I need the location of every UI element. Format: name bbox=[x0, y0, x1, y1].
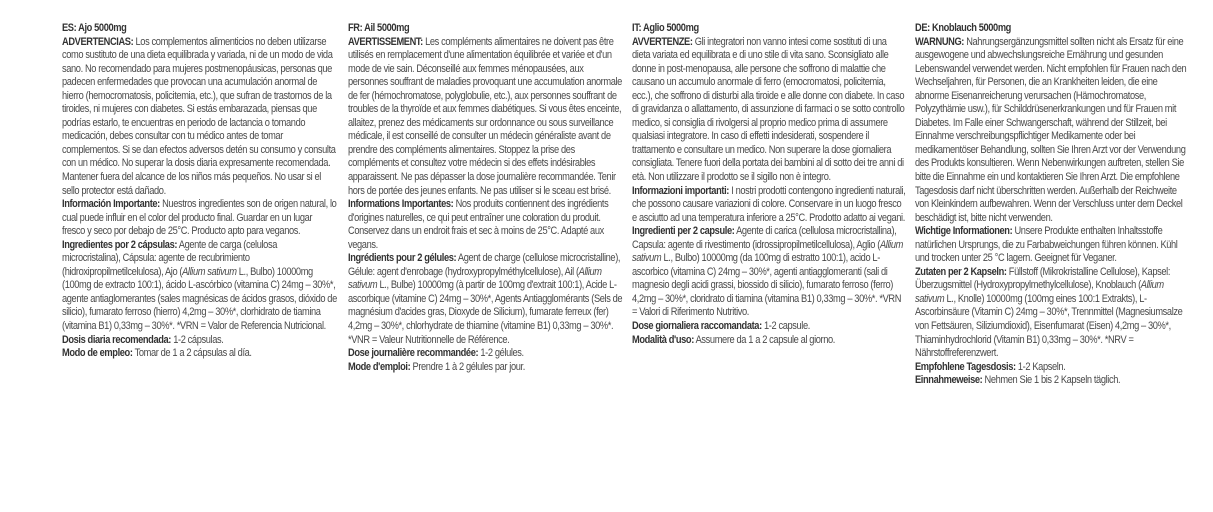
ingredients-text-end: L., Bulbe) 10000mg (à partir de 100mg d'extrait 100:1), Acide L-ascorbique (vitamine C) 24mg – 30%*, Agents Antiagglomérants (Sels de magnésium d'acides gras, Dioxyde de Silicium), fumarate ferreux (fer) 4,2mg – 30%*, chlorhydrate de thiamine (vitamine B1) 0,33mg – 30%*. *VNR = Valeur Nutritionnelle de Référence. bbox=[348, 279, 623, 346]
ingredients-species: Allium sativum bbox=[348, 265, 602, 292]
ingredients-species: Allium sativum bbox=[632, 238, 903, 265]
dose-label: Dose journalière recommandée: bbox=[348, 347, 479, 360]
column-es bbox=[62, 22, 337, 361]
warning-text: Gli integratori non vanno intesi come sostituti di una dieta variata ed equilibrata e di uno stile di vita sano. Sconsigliato alle donne in post-menopausa, alle persone che soffrono di malattie che causano un accumulo anormale di ferro (emocromatosi, policitemia, ecc.), che soffrono di disturbi alla tiroide e alle donne con diabete. In caso di gravidanza o allattamento, di assunzione di farmaci o se sotto controllo medico, si consiglia di rivolgersi al proprio medico prima di assumere qualsiasi integratore. In caso di effetti indesiderati, sospendere il trattamento e consultare un medico. Non superare la dose giornaliera consigliata. Tenere fuori della portata dei bambini al di sotto dei tre anni di età. Non utilizzare il prodotto se il sigillo non è integro. bbox=[632, 35, 905, 184]
ingredients-text-end: L., Bulbo) 10000mg (100mg de extracto 100:1), ácido L-ascórbico (vitamina C) 24mg – 30%*, agente antiaglomerantes (sales magnésicas de ácidos grasos, dióxido de silicio), fumarato ferroso (hierro) 4,2mg – 30%*, clorhidrato de tiamina (vitamina B1) 0,33mg – 30%*. *VRN = Valor de Referencia Nutricional. bbox=[62, 265, 337, 333]
ingredients-text-start: Agente de carga (celulosa microcristalina), Cápsula: agente de recubrimiento (hidroxipropilmetilcelulosa), Ajo ( bbox=[62, 238, 277, 278]
usage-text: Tomar de 1 a 2 cápsulas al día. bbox=[134, 347, 252, 360]
dose-text: 1-2 cápsulas. bbox=[173, 333, 224, 346]
warning-section bbox=[632, 36, 905, 185]
info-label: Informazioni importanti: bbox=[632, 184, 729, 197]
dose-section bbox=[632, 320, 905, 334]
ingredients-text-start: Agent de charge (cellulose microcristalline), Gélule: agent d'enrobage (hydroxypropylméthylcellulose), Ail ( bbox=[348, 252, 621, 278]
dose-label: Dose giornaliera raccomandata: bbox=[632, 320, 762, 333]
usage-label: Modo de empleo: bbox=[62, 347, 133, 360]
ingredients-label: Ingredienti per 2 capsule: bbox=[632, 225, 735, 238]
warning-section bbox=[348, 36, 623, 199]
ingredients-label: Zutaten per 2 Kapseln: bbox=[915, 265, 1007, 278]
usage-label: Mode d'emploi: bbox=[348, 360, 411, 373]
ingredients-section bbox=[915, 266, 1192, 361]
info-text: Nuestros ingredientes son de origen natural, lo cual puede influir en el color del producto final. Guardar en un lugar fresco y seco por debajo de 25°C. Producto apto para veganos. bbox=[62, 198, 337, 238]
info-section bbox=[632, 185, 905, 226]
ingredients-section bbox=[348, 252, 623, 347]
column-fr bbox=[348, 22, 623, 374]
usage-label: Einnahmeweise: bbox=[915, 374, 983, 387]
usage-text: Prendre 1 à 2 gélules par jour. bbox=[412, 360, 525, 373]
warning-section bbox=[62, 36, 337, 199]
info-label: Información Importante: bbox=[62, 198, 160, 211]
dose-text: 1-2 capsule. bbox=[763, 320, 810, 333]
column-de bbox=[915, 22, 1192, 388]
ingredients-text-start: Füllstoff (Mikrokristalline Cellulose), Kapsel: Überzugsmittel (Hydroxypropylmethylcellulose), Knoblauch ( bbox=[915, 265, 1171, 292]
warning-label: WARNUNG: bbox=[915, 35, 965, 48]
info-section bbox=[915, 225, 1192, 266]
usage-label: Modalità d'uso: bbox=[632, 333, 694, 346]
column-it bbox=[632, 22, 905, 347]
usage-section bbox=[62, 347, 337, 361]
dose-label: Dosis diaria recomendada: bbox=[62, 333, 172, 346]
column-title: IT: Aglio 5000mg bbox=[632, 22, 699, 34]
usage-text: Assumere da 1 a 2 capsule al giorno. bbox=[695, 333, 835, 346]
ingredients-text-end: L., Bulbo) 10000mg (da 100mg di estratto 100:1), acido L-ascorbico (vitamina C) 24mg – 30%*, agenti antiagglomeranti (sali di magnesio degli acidi grassi, biossido di silicio), fumarato ferroso (ferro) 4,2mg – 30%*, cloridrato di tiamina (vitamina B1) 0,33mg – 30%*. *VRN = Valori di Riferimento Nutritivo. bbox=[632, 252, 902, 319]
ingredients-species: Allium sativum bbox=[182, 265, 237, 278]
warning-label: AVERTISSEMENT: bbox=[348, 35, 423, 48]
dose-section bbox=[915, 361, 1192, 375]
warning-label: ADVERTENCIAS: bbox=[62, 35, 134, 48]
usage-text: Nehmen Sie 1 bis 2 Kapseln täglich. bbox=[984, 374, 1121, 387]
info-label: Wichtige Informationen: bbox=[915, 225, 1013, 238]
info-text: Unsere Produkte enthalten Inhaltsstoffe natürlichen Ursprungs, die zu Farbabweichungen führen können. Kühl und trocken unter 25 °C lagern. Geeignet für Veganer. bbox=[915, 225, 1178, 265]
ingredients-label: Ingredientes por 2 cápsulas: bbox=[62, 238, 178, 251]
warning-text: Los complementos alimenticios no deben utilizarse como sustituto de una dieta equilibrada y variada, ni de un modo de vida sano. No recomendado para mujeres postmenopáusicas, personas que padecen enfermedades que provocan una acumulación anormal de hierro (hemocromatosis, policitemia, etc.), que sufran de trastornos de la tiroides, ni mujeres con diabetes. Si estás embarazada, piensas que podrías estarlo, te encuentras en periodo de lactancia o tomando medicación, debes consultar con tu médico antes de tomar complementos. Si se dan efectos adversos detén su consumo y consulta con un médico. No superar la dosis diaria expresamente recomendada. Mantener fuera del alcance de los niños más pequeños. No usar si el sello protector está dañado. bbox=[62, 35, 336, 197]
dose-section bbox=[348, 347, 623, 361]
warning-label: AVVERTENZE: bbox=[632, 35, 693, 48]
column-title: FR: Ail 5000mg bbox=[348, 22, 410, 34]
ingredients-text-start: Agente di carica (cellulosa microcristallina), Capsula: agente di rivestimento (idrossipropilmetilcellulosa), Aglio ( bbox=[632, 225, 897, 251]
ingredients-text-end: L., Knolle) 10000mg (100mg eines 100:1 Extrakts), L-Ascorbinsäure (Vitamin C) 24mg – 30%*, Trennmittel (Magnesiumsalze von Fettsäuren, Siliziumdioxid), Eisenfumarat (Eisen) 4,2mg – 30%*, Thiaminhydrochlorid (Vitamin B1) 0,33mg – 30%*. *NRV = Nährstoffreferenzwert. bbox=[915, 292, 1183, 360]
usage-section bbox=[348, 361, 623, 375]
dose-label: Empfohlene Tagesdosis: bbox=[915, 360, 1016, 373]
dose-text: 1-2 Kapseln. bbox=[1017, 360, 1066, 373]
usage-section bbox=[915, 374, 1192, 388]
dose-section bbox=[62, 334, 337, 348]
info-label: Informations Importantes: bbox=[348, 198, 454, 211]
info-text: Nos produits contiennent des ingrédients d'origines naturelles, ce qui peut entraîner une coloration du produit. Conservez dans un endroit frais et sec à moins de 25°C. Adapté aux vegans. bbox=[348, 198, 609, 251]
warning-text: Les compléments alimentaires ne doivent pas être utilisés en remplacement d'une alimentation équilibrée et variée et d'un mode de vie sain. Déconseillé aux femmes ménopausées, aux personnes souffrant de maladies provoquant une accumulation anormale de fer (hémochromatose, polyglobulie, etc.), aux personnes souffrant de troubles de la thyroïde et aux femmes diabétiques. Si vous êtes enceinte, allaitez, prenez des médicaments sur ordonnance ou sous surveillance médicale, il est conseillé de consulter un médecin généraliste avant de prendre des compléments alimentaires. Stoppez la prise des compléments et consultez votre médecin si des effets indésirables apparaissent. Ne pas dépasser la dose journalière recommandée. Tenir hors de portée des jeunes enfants. Ne pas utiliser si le sceau est brisé. bbox=[348, 35, 622, 197]
warning-text: Nahrungsergänzungsmittel sollten nicht als Ersatz für eine ausgewogene und abwechslungsreiche Ernährung und gesunden Lebenswandel verwendet werden. Nicht empfohlen für Frauen nach den Wechseljahren, für Personen, die an Krankheiten leiden, die eine abnorme Eisenanreicherung verursachen (Hämochromatose, Polyzythämie usw.), für Schilddrüsenerkrankungen und für Frauen mit Diabetes. Im Falle einer Schwangerschaft, während der Stillzeit, bei Einnahme verschreibungspflichtiger Medikamente oder bei medikamentöser Behandlung, sollten Sie Ihren Arzt vor der Verwendung des Produkts konsultieren. Wenn Nebenwirkungen auftreten, stellen Sie bitte die Einnahme ein und kontaktieren Sie Ihren Arzt. Die empfohlene Tagesdosis darf nicht überschritten werden. Außerhalb der Reichweite von Kleinkindern aufbewahren. Wenn der Verschluss unter dem Deckel beschädigt ist, bitte nicht verwenden. bbox=[915, 35, 1187, 224]
ingredients-section bbox=[632, 225, 905, 320]
info-text: I nostri prodotti contengono ingredienti naturali, che possono causare variazioni di colore. Conservare in un luogo fresco e asciutto ad una temperatura inferiore a 25°C. Prodotto adatto ai vegani. bbox=[632, 184, 906, 224]
info-section bbox=[348, 198, 623, 252]
dose-text: 1-2 gélules. bbox=[480, 347, 524, 360]
info-section bbox=[62, 198, 337, 239]
ingredients-species: Allium sativum bbox=[915, 279, 1164, 305]
ingredients-section bbox=[62, 239, 337, 334]
usage-section bbox=[632, 334, 905, 348]
column-title: DE: Knoblauch 5000mg bbox=[915, 22, 1011, 34]
ingredients-label: Ingrédients pour 2 gélules: bbox=[348, 252, 457, 265]
column-title: ES: Ajo 5000mg bbox=[62, 22, 127, 34]
warning-section bbox=[915, 36, 1192, 226]
